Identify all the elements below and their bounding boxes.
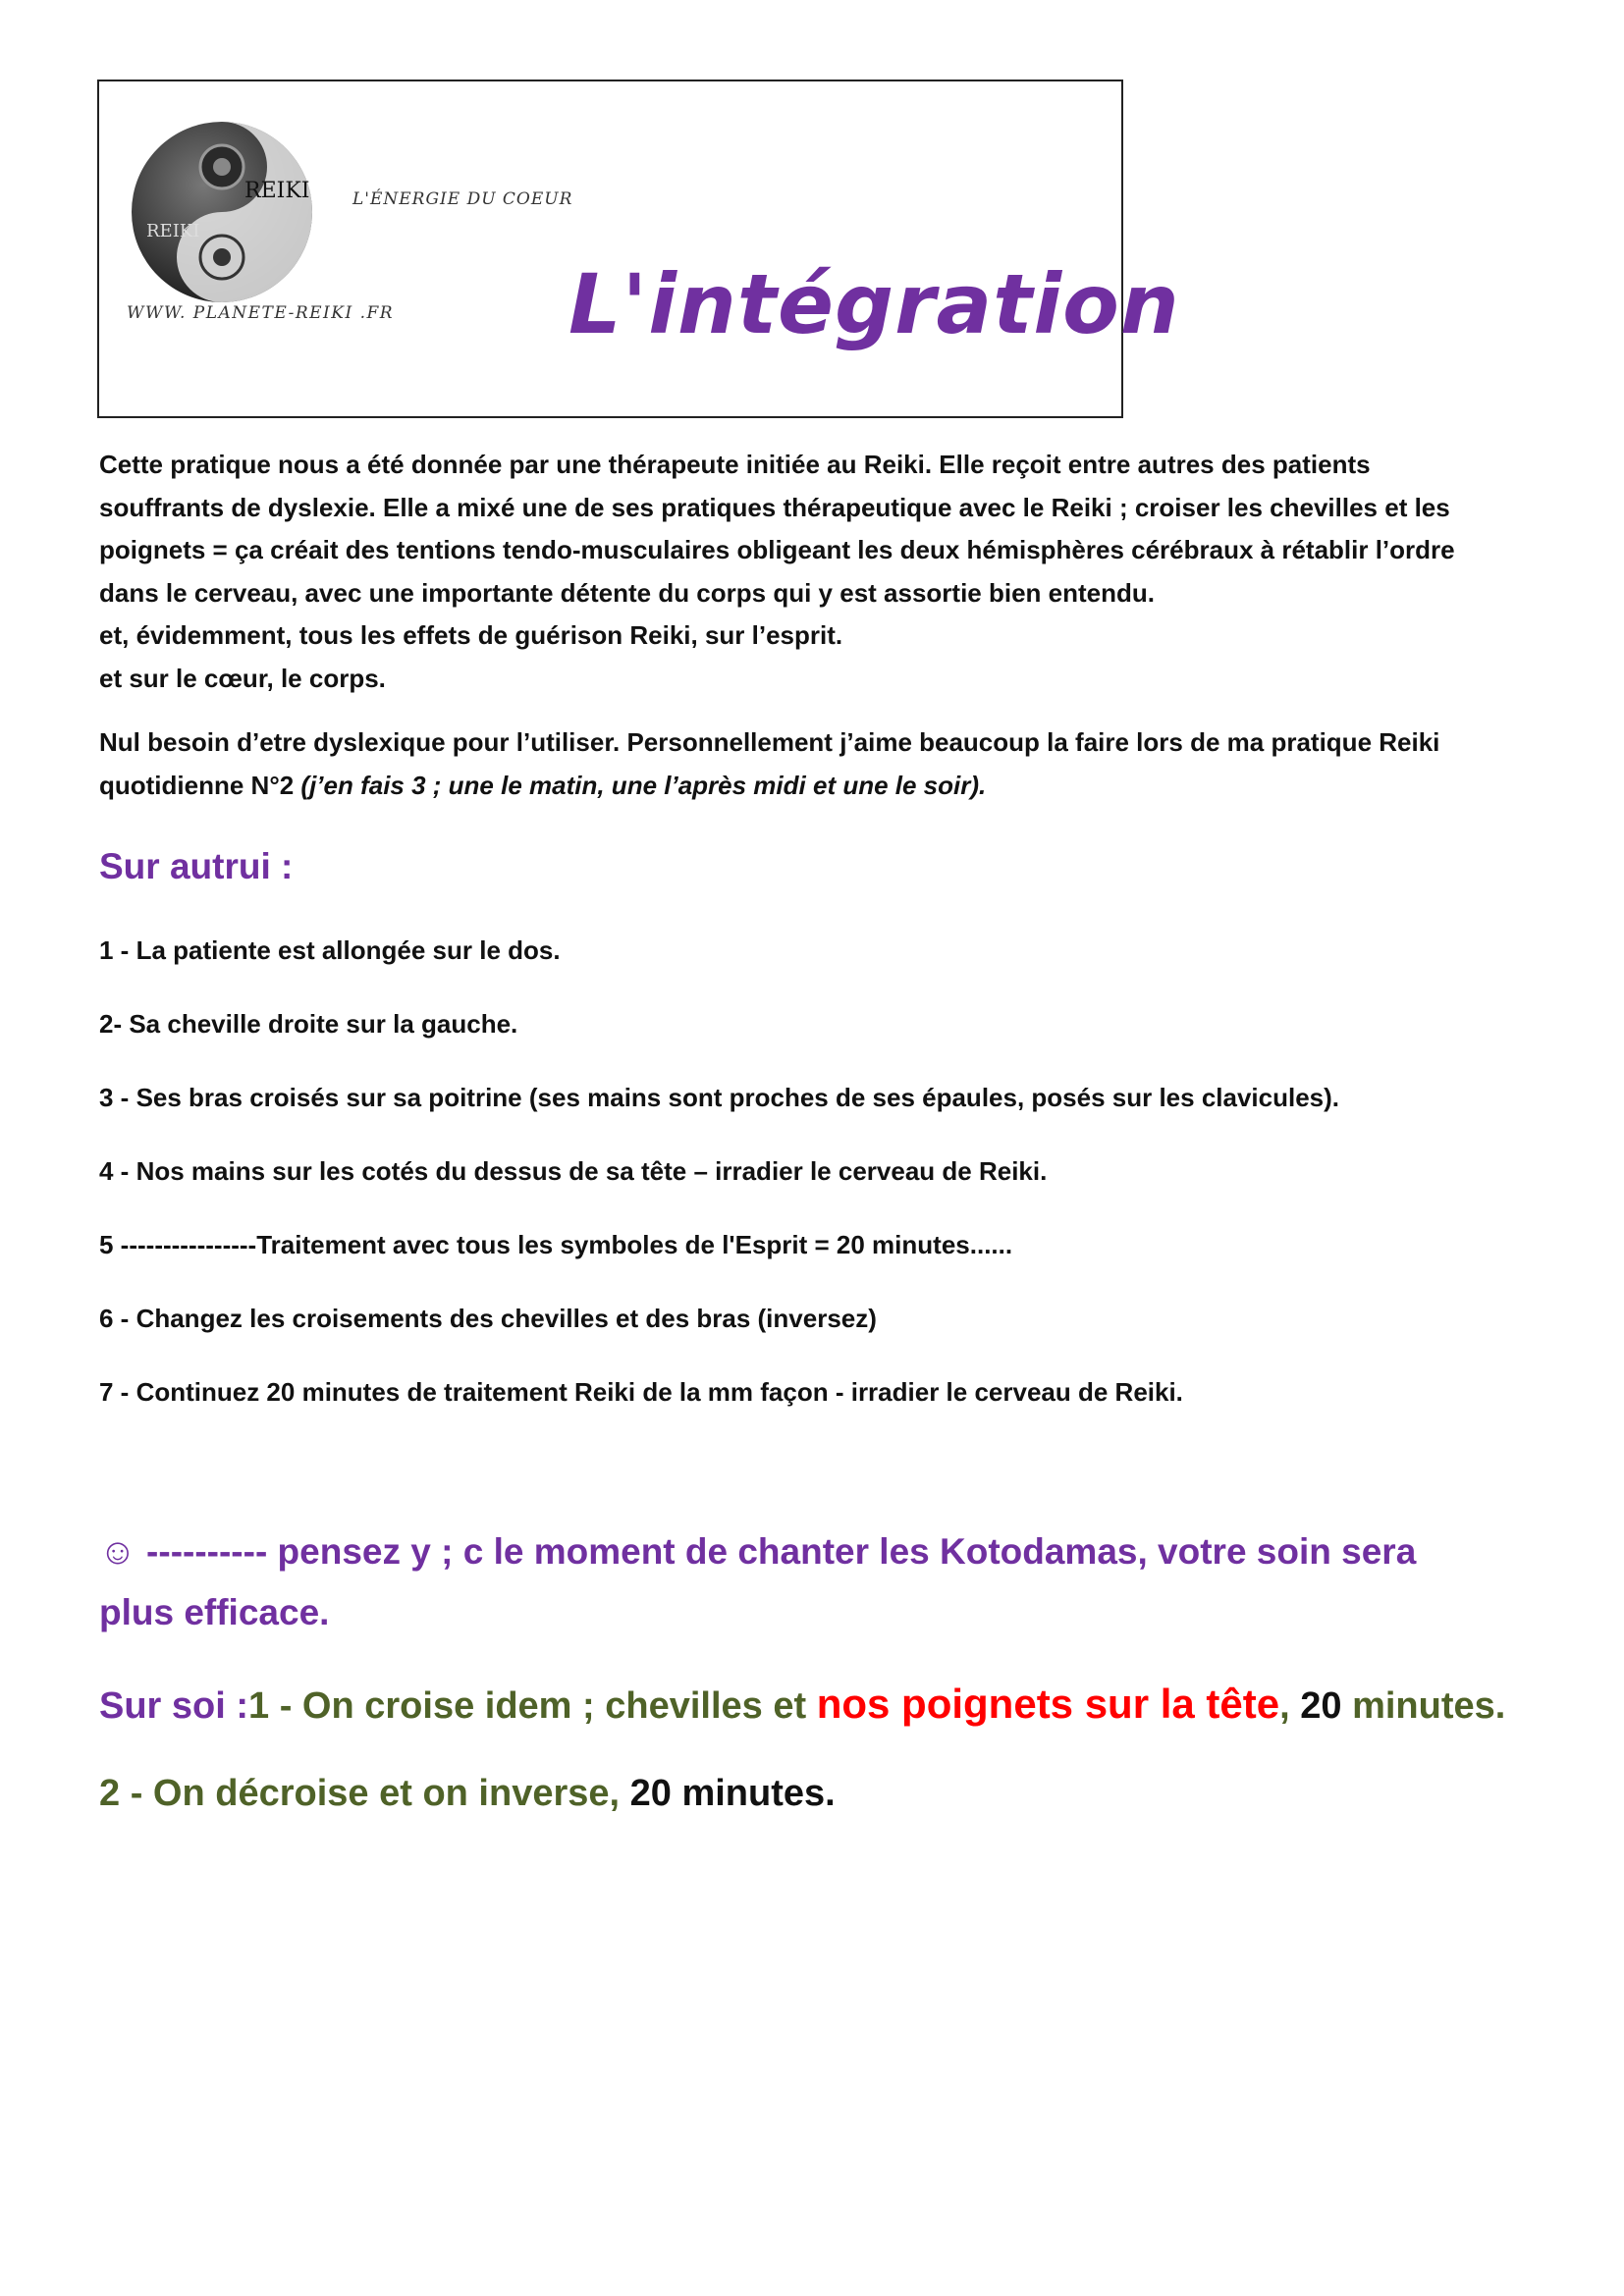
sur-soi-step2 — [99, 1773, 836, 1815]
heading-sur-autrui: Sur autrui : — [99, 846, 294, 886]
step-item: 2- Sa cheville droite sur la gauche. — [99, 1009, 518, 1039]
logo-text-top: REIKI — [244, 179, 310, 203]
step-item: 6 - Changez les croisements des chevilles et des bras (inversez) — [99, 1304, 877, 1333]
sur-soi-label: Sur soi : — [99, 1685, 249, 1727]
sur-soi-comma: , — [1279, 1685, 1301, 1727]
intro-line: dans le cerveau, avec une importante détente du corps qui y est assortie bien entendu. — [99, 577, 1155, 608]
intro-paragraph — [99, 444, 1533, 700]
intro-line: et sur le cœur, le corps. — [99, 663, 386, 693]
sur-soi-number: 20 — [1300, 1685, 1342, 1727]
second-line-2-italic: (j’en fais 3 ; une le matin, une l’après midi et une le soir). — [300, 770, 987, 800]
tagline: L'ÉNERGIE DU COEUR — [352, 189, 573, 209]
step-item: 7 - Continuez 20 minutes de traitement Reiki de la mm façon - irradier le cerveau de Reiki. — [99, 1377, 1183, 1407]
sur-soi-minutes: minutes. — [1341, 1685, 1506, 1727]
second-line-2 — [99, 765, 1533, 808]
intro-line: et, évidemment, tous les effets de guérison Reiki, sur l’esprit. — [99, 620, 843, 650]
yin-yang-logo-icon — [129, 119, 315, 305]
page-title: L'intégration — [568, 256, 1180, 352]
intro-line: poignets = ça créait des tentions tendo-musculaires obligeant les deux hémisphères cérébraux à rétablir l’ordre — [99, 535, 1455, 564]
sur-soi-step1: 1 - On croise idem ; chevilles et — [248, 1685, 817, 1727]
tip-line-1: ---------- pensez y ; c le moment de chanter les Kotodamas, votre soin sera — [135, 1531, 1417, 1572]
step-item: 1 - La patiente est allongée sur le dos. — [99, 935, 561, 965]
tip-line-2: plus efficace. — [99, 1592, 330, 1632]
website-text: WWW. PLANETE-REIKI .FR — [127, 303, 395, 323]
sur-soi-line — [99, 1681, 1505, 1728]
second-line-2-text: quotidienne N°2 — [99, 770, 301, 800]
smiley-icon: ☺ — [99, 1531, 136, 1572]
sur-soi-step2-minutes: 20 minutes. — [629, 1773, 836, 1814]
header-box — [97, 80, 1180, 418]
step-item: 3 - Ses bras croisés sur sa poitrine (ses mains sont proches de ses épaules, posés sur les clavicules). — [99, 1083, 1340, 1112]
step-item: 4 - Nos mains sur les cotés du dessus de sa tête – irradier le cerveau de Reiki. — [99, 1156, 1048, 1186]
tip-note — [99, 1522, 1552, 1643]
reiki-logo — [129, 119, 315, 305]
intro-section — [99, 444, 1533, 807]
second-paragraph — [99, 721, 1533, 807]
sur-soi-step2-text: 2 - On décroise et on inverse, — [99, 1773, 630, 1814]
second-line-1: Nul besoin d’etre dyslexique pour l’utiliser. Personnellement j’aime beaucoup la faire lors de ma pratique Reiki — [99, 727, 1440, 757]
step-item: 5 ----------------Traitement avec tous les symboles de l'Esprit = 20 minutes...... — [99, 1230, 1013, 1259]
logo-text-bottom: REIKI — [146, 221, 200, 241]
intro-line: souffrants de dyslexie. Elle a mixé une de ses pratiques thérapeutique avec le Reiki ; croiser les chevilles et les — [99, 492, 1450, 522]
sur-soi-highlight: nos poignets sur la tête — [816, 1681, 1280, 1727]
intro-line: Cette pratique nous a été donnée par une thérapeute initiée au Reiki. Elle reçoit entre autres des patients — [99, 450, 1371, 479]
